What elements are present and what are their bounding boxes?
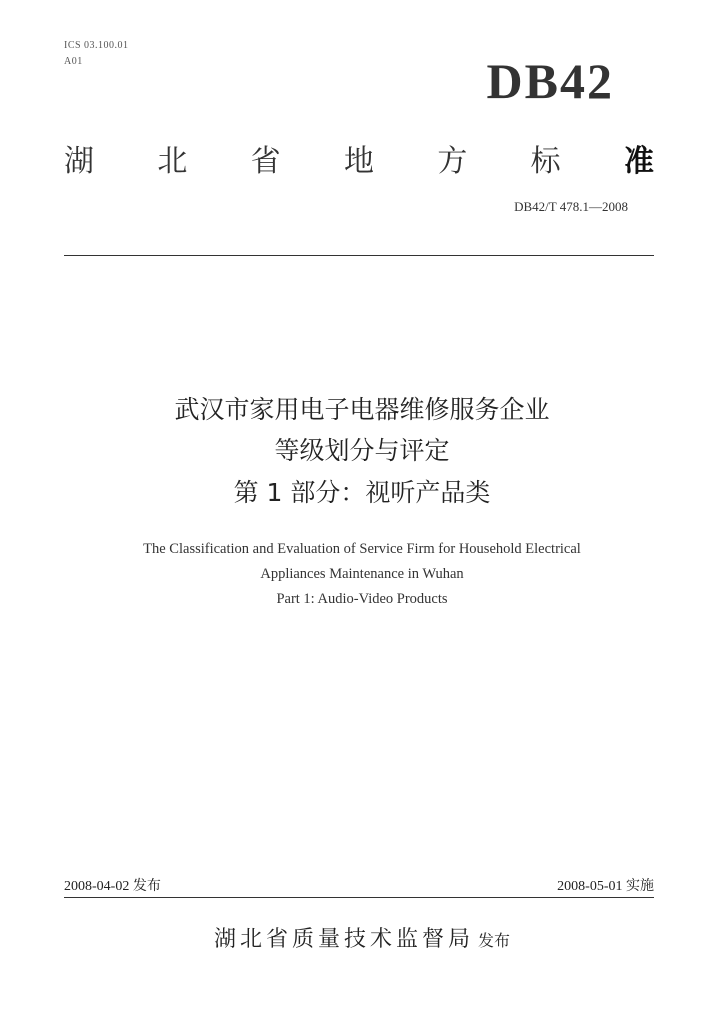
title-en-line-3: Part 1: Audio-Video Products xyxy=(276,591,448,607)
title-en-line-2: Appliances Maintenance in Wuhan xyxy=(260,566,464,582)
standard-type-char: 省 xyxy=(250,144,281,179)
standard-type-char: 北 xyxy=(157,144,188,179)
standard-number: DB42/T 478.1—2008 xyxy=(514,199,628,214)
ccs-code: A01 xyxy=(64,56,83,67)
standard-type-char: 标 xyxy=(530,144,561,179)
standard-type-char: 方 xyxy=(437,144,468,179)
standard-type-char: 湖 xyxy=(64,144,94,179)
ics-code: ICS 03.100.01 xyxy=(64,40,129,51)
db42-logo: DB42 xyxy=(486,53,614,109)
issuer-name: 湖北省质量技术监督局 xyxy=(213,927,474,952)
header-divider xyxy=(64,255,654,256)
standard-type-char: 地 xyxy=(343,144,374,179)
classification-codes xyxy=(64,38,129,70)
title-en-line-1: The Classification and Evaluation of Service Firm for Household Electrical xyxy=(143,541,581,557)
title-zh-line-1: 武汉市家用电子电器维修服务企业 xyxy=(174,395,550,424)
footer-divider xyxy=(64,897,654,898)
standard-type-char: 准 xyxy=(623,144,654,179)
issuer-verb: 发布 xyxy=(478,931,511,950)
standard-type-heading xyxy=(64,136,654,180)
implementation-date: 2008-05-01 实施 xyxy=(557,879,654,894)
title-zh-line-2: 等级划分与评定 xyxy=(274,436,450,465)
title-zh-line-3: 第 1 部分：视听产品类 xyxy=(233,478,491,507)
issue-date: 2008-04-02 发布 xyxy=(64,879,161,894)
issuing-authority xyxy=(0,922,724,953)
